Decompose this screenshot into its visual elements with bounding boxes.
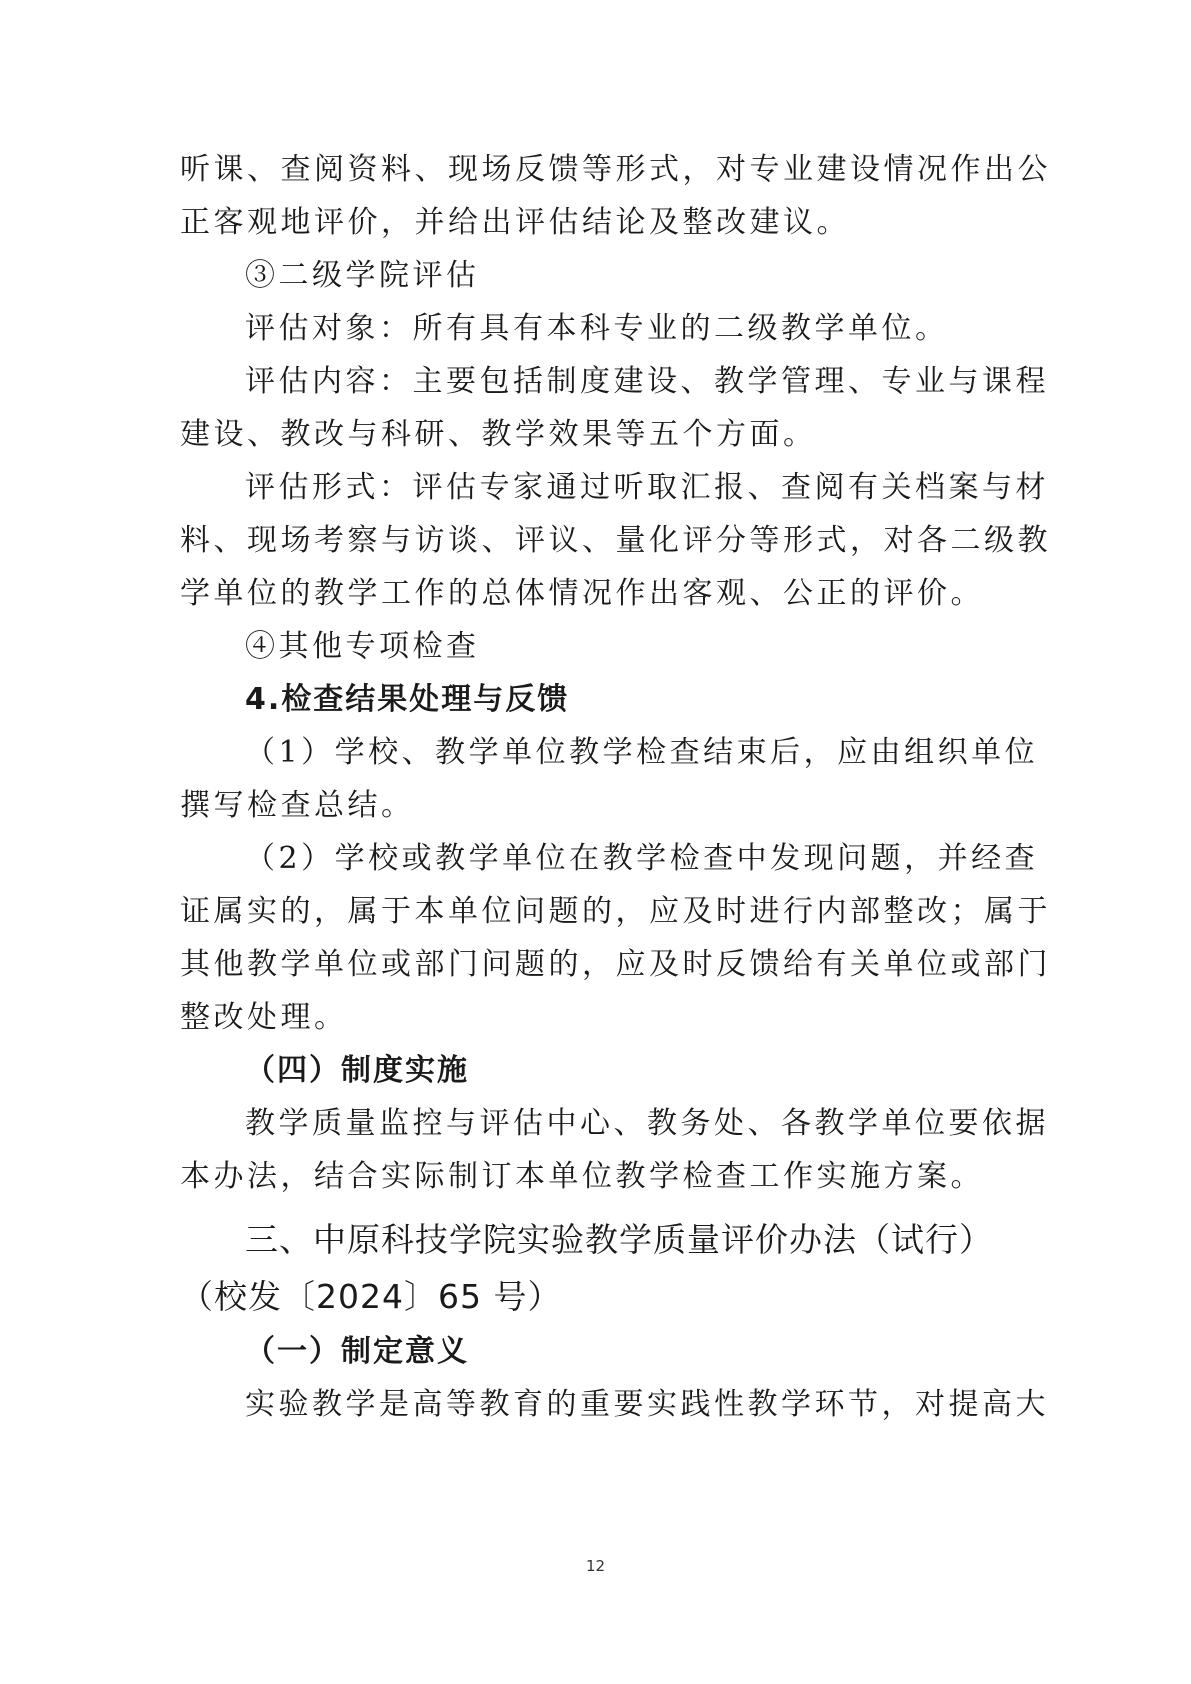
body-line: 听课、查阅资料、现场反馈等形式，对专业建设情况作出公	[180, 152, 1051, 187]
body-line: 其他教学单位或部门问题的，应及时反馈给有关单位或部门	[180, 947, 1051, 982]
section-heading: （四）制度实施	[245, 1053, 469, 1088]
section-heading: 4.检查结果处理与反馈	[245, 682, 570, 717]
body-line: （2）学校或教学单位在教学检查中发现问题，并经查	[245, 841, 1039, 876]
body-line: 建设、教改与科研、教学效果等五个方面。	[180, 417, 817, 452]
chapter-heading-doc-number: （校发〔2024〕65 号）	[180, 1277, 562, 1316]
body-line: 料、现场考察与访谈、评议、量化评分等形式，对各二级教	[180, 523, 1051, 558]
body-line: 撰写检查总结。	[180, 788, 415, 823]
body-line: 学单位的教学工作的总体情况作出客观、公正的评价。	[180, 576, 984, 611]
body-line: 评估对象：所有具有本科专业的二级教学单位。	[245, 311, 949, 346]
body-line: 评估形式：评估专家通过听取汇报、查阅有关档案与材	[245, 470, 1049, 505]
list-item-heading: ③二级学院评估	[245, 258, 480, 293]
body-line: 证属实的，属于本单位问题的，应及时进行内部整改；属于	[180, 894, 1051, 929]
page-number: 12	[585, 1557, 606, 1575]
body-line: （1）学校、教学单位教学检查结束后，应由组织单位	[245, 735, 1039, 770]
body-line: 评估内容：主要包括制度建设、教学管理、专业与课程	[245, 364, 1049, 399]
body-line: 整改处理。	[180, 1000, 348, 1035]
body-line: 正客观地评价，并给出评估结论及整改建议。	[180, 205, 850, 240]
body-line: 教学质量监控与评估中心、教务处、各教学单位要依据	[245, 1106, 1049, 1141]
list-item-heading: ④其他专项检查	[245, 629, 480, 664]
chapter-heading: 三、中原科技学院实验教学质量评价办法（试行）	[245, 1220, 993, 1259]
body-line: 本办法，结合实际制订本单位教学检查工作实施方案。	[180, 1159, 984, 1194]
section-heading: （一）制定意义	[245, 1334, 469, 1369]
body-line: 实验教学是高等教育的重要实践性教学环节，对提高大	[245, 1387, 1049, 1422]
